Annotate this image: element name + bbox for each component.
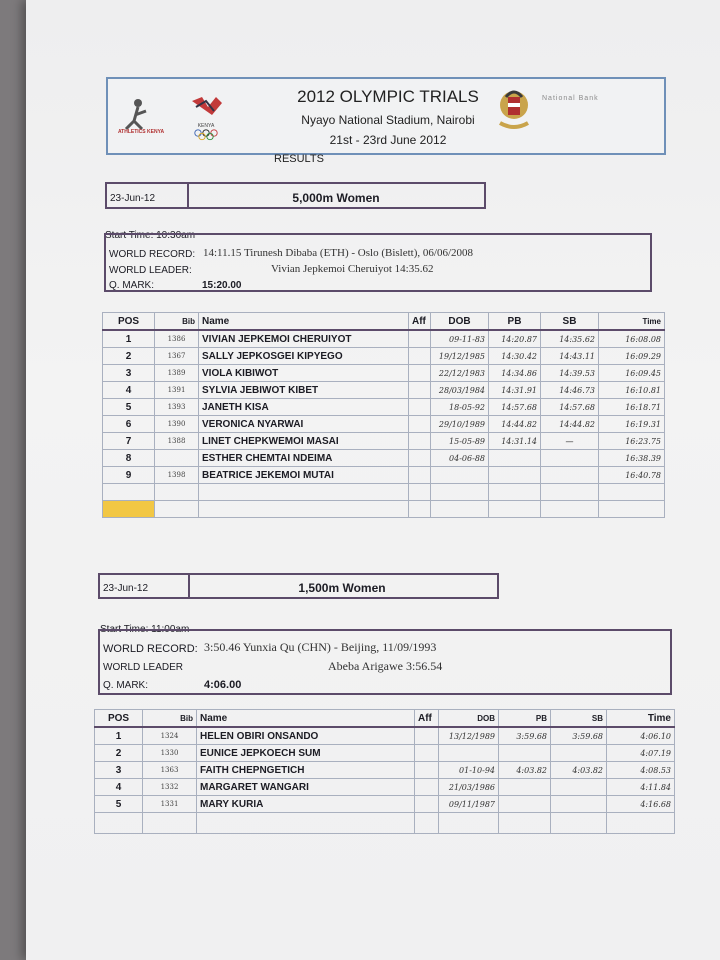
table-row (95, 745, 675, 762)
cell-time: 16:08.08 (599, 330, 665, 348)
table-row (95, 796, 675, 813)
col-aff: Aff (409, 313, 431, 331)
cell-aff (409, 382, 431, 399)
cell-sb: 14:35.62 (541, 330, 599, 348)
results-label: RESULTS (274, 153, 324, 165)
cell-time: 16:18.71 (599, 399, 665, 416)
cell-pb (499, 745, 551, 762)
cell-sb: 4:03.82 (551, 762, 607, 779)
cell-name: EUNICE JEPKOECH SUM (197, 745, 415, 762)
results-sheet (26, 0, 720, 960)
cell-empty (489, 501, 541, 518)
event-2-start-time: Start Time: 11:00am (100, 624, 190, 635)
cell-empty (541, 484, 599, 501)
cell-name: MARGARET WANGARI (197, 779, 415, 796)
cell-aff (415, 727, 439, 745)
cell-name: FAITH CHEPNGETICH (197, 762, 415, 779)
cell-bib: 1363 (143, 762, 197, 779)
event-1-header-row (103, 313, 665, 331)
col-sb: SB (551, 710, 607, 728)
event-1-name: 5,000m Women (292, 191, 380, 205)
cell-sb (551, 796, 607, 813)
col-name: Name (197, 710, 415, 728)
table-row (103, 416, 665, 433)
cell-empty (607, 813, 675, 834)
cell-empty (409, 501, 431, 518)
table-row (103, 450, 665, 467)
event-2-wr-value: 3:50.46 Yunxia Qu (CHN) - Beijing, 11/09/1993 (204, 640, 437, 654)
table-row (103, 348, 665, 365)
cell-dob: 18-05-92 (431, 399, 489, 416)
cell-aff (409, 399, 431, 416)
cell-empty (599, 501, 665, 518)
cell-pb (489, 450, 541, 467)
cell-pos: 5 (103, 399, 155, 416)
cell-time: 4:08.53 (607, 762, 675, 779)
cell-empty (409, 484, 431, 501)
cell-name: MARY KURIA (197, 796, 415, 813)
cell-empty (541, 501, 599, 518)
cell-pb: 14:34.86 (489, 365, 541, 382)
cell-dob: 21/03/1986 (439, 779, 499, 796)
cell-pos: 6 (103, 416, 155, 433)
event-1-qmark-label: Q. MARK: (109, 280, 155, 291)
cell-aff (409, 330, 431, 348)
cell-time: 4:06.10 (607, 727, 675, 745)
event-1-wl-value: Vivian Jepkemoi Cheruiyot 14:35.62 (271, 263, 434, 275)
cell-sb: 14:46.73 (541, 382, 599, 399)
col-dob: DOB (439, 710, 499, 728)
cell-time: 16:09.45 (599, 365, 665, 382)
cell-name: BEATRICE JEKEMOI MUTAI (199, 467, 409, 484)
cell-time: 16:23.75 (599, 433, 665, 450)
national-bank-logo-text: National Bank (542, 95, 599, 102)
cell-aff (409, 348, 431, 365)
col-bib: Bib (143, 710, 197, 728)
athletics-kenya-logo (116, 93, 166, 143)
cell-name: VIOLA KIBIWOT (199, 365, 409, 382)
cell-time: 16:40.78 (599, 467, 665, 484)
cell-time: 4:07.19 (607, 745, 675, 762)
cell-name: VIVIAN JEPKEMOI CHERUIYOT (199, 330, 409, 348)
cell-pos: 4 (95, 779, 143, 796)
cell-dob: 15-05-89 (431, 433, 489, 450)
cell-empty (155, 484, 199, 501)
cell-name: HELEN OBIRI ONSANDO (197, 727, 415, 745)
cell-sb: 14:39.53 (541, 365, 599, 382)
cell-pb: 14:30.42 (489, 348, 541, 365)
event-2-title-bar (98, 573, 499, 599)
cell-time: 4:16.68 (607, 796, 675, 813)
cell-dob (431, 467, 489, 484)
cell-pb: 4:03.82 (499, 762, 551, 779)
event-1-wr-value: 14:11.15 Tirunesh Dibaba (ETH) - Oslo (Bislett), 06/06/2008 (203, 247, 473, 259)
event-2-wr-label: WORLD RECORD: (103, 643, 198, 655)
event-2-wl-value: Abeba Arigawe 3:56.54 (328, 659, 443, 673)
event-1-wl-label: WORLD LEADER: (109, 265, 192, 276)
cell-sb (541, 450, 599, 467)
cell-name: SYLVIA JEBIWOT KIBET (199, 382, 409, 399)
cell-dob: 09/11/1987 (439, 796, 499, 813)
cell-time: 16:19.31 (599, 416, 665, 433)
noc-kenya-logo-text: KENYA (197, 123, 215, 129)
cell-empty (489, 484, 541, 501)
meet-title: 2012 OLYMPIC TRIALS (297, 87, 479, 106)
cell-empty (143, 813, 197, 834)
cell-aff (409, 416, 431, 433)
cell-name: SALLY JEPKOSGEI KIPYEGO (199, 348, 409, 365)
cell-dob: 01-10-94 (439, 762, 499, 779)
meet-venue: Nyayo National Stadium, Nairobi (301, 113, 475, 127)
cell-pos: 3 (103, 365, 155, 382)
cell-empty (439, 813, 499, 834)
cell-bib: 1367 (155, 348, 199, 365)
cell-pb: 14:44.82 (489, 416, 541, 433)
cell-aff (415, 796, 439, 813)
event-2-qmark-label: Q. MARK: (103, 680, 149, 691)
event-2-title-divider (188, 575, 190, 597)
cell-aff (409, 450, 431, 467)
cell-time: 16:09.29 (599, 348, 665, 365)
header-box (106, 77, 666, 155)
event-2-name: 1,500m Women (298, 581, 386, 595)
cell-aff (415, 762, 439, 779)
event-2-date: 23-Jun-12 (103, 583, 149, 594)
table-row (103, 382, 665, 399)
cell-empty (199, 484, 409, 501)
event-1-start-time: Start Time: 10:30am (105, 230, 196, 241)
cell-bib: 1398 (155, 467, 199, 484)
cell-pos: 2 (103, 348, 155, 365)
cell-name: JANETH KISA (199, 399, 409, 416)
cell-pb: 3:59.68 (499, 727, 551, 745)
cell-empty (197, 813, 415, 834)
cell-empty (415, 813, 439, 834)
col-pos: POS (103, 313, 155, 331)
table-row (95, 762, 675, 779)
cell-bib: 1393 (155, 399, 199, 416)
cell-sb: — (541, 433, 599, 450)
table-row-empty (95, 813, 675, 834)
event-2-wl-label: WORLD LEADER (103, 662, 184, 673)
cell-dob: 09-11-83 (431, 330, 489, 348)
cell-time: 16:38.39 (599, 450, 665, 467)
meet-dates: 21st - 23rd June 2012 (329, 133, 447, 147)
cell-pos: 5 (95, 796, 143, 813)
cell-empty (599, 484, 665, 501)
cell-pos: 1 (95, 727, 143, 745)
col-name: Name (199, 313, 409, 331)
cell-empty (199, 501, 409, 518)
cell-bib: 1330 (143, 745, 197, 762)
olympic-rings-icon (192, 129, 220, 141)
cell-sb: 3:59.68 (551, 727, 607, 745)
cell-sb: 14:43.11 (541, 348, 599, 365)
cell-dob: 22/12/1983 (431, 365, 489, 382)
event-2-records-box (98, 629, 672, 695)
cell-name: LINET CHEPKWEMOI MASAI (199, 433, 409, 450)
national-bank-logo (542, 87, 662, 103)
table-row (103, 330, 665, 348)
table-row (103, 399, 665, 416)
cell-aff (415, 745, 439, 762)
cell-pos: 8 (103, 450, 155, 467)
cell-time: 4:11.84 (607, 779, 675, 796)
cell-empty (155, 501, 199, 518)
table-row (103, 433, 665, 450)
event-2-qmark-value: 4:06.00 (204, 679, 242, 691)
cell-sb (551, 779, 607, 796)
cell-aff (409, 467, 431, 484)
event-1-title-bar (105, 182, 486, 209)
table-row (95, 727, 675, 745)
cell-empty (103, 484, 155, 501)
cell-pos: 2 (95, 745, 143, 762)
event-1-qmark-value: 15:20.00 (202, 280, 242, 291)
cell-pb (499, 796, 551, 813)
cell-dob: 28/03/1984 (431, 382, 489, 399)
cell-time: 16:10.81 (599, 382, 665, 399)
cell-pb: 14:31.14 (489, 433, 541, 450)
cell-empty (431, 484, 489, 501)
cell-pb: 14:31.91 (489, 382, 541, 399)
cell-aff (415, 779, 439, 796)
table-row (103, 365, 665, 382)
event-1-results-table (102, 312, 665, 518)
cell-pos: 3 (95, 762, 143, 779)
athletics-kenya-logo-text: ATHLETICS KENYA (117, 129, 165, 135)
col-pb: PB (499, 710, 551, 728)
cell-dob: 29/10/1989 (431, 416, 489, 433)
noc-kenya-logo (186, 93, 226, 143)
table-row (103, 467, 665, 484)
cell-pos: 1 (103, 330, 155, 348)
cell-pos: 7 (103, 433, 155, 450)
col-bib: Bib (155, 313, 199, 331)
event-1-title-divider (187, 184, 189, 207)
cell-bib: 1386 (155, 330, 199, 348)
event-1-date: 23-Jun-12 (110, 193, 156, 204)
event-1-records-box (104, 233, 652, 292)
cell-bib: 1331 (143, 796, 197, 813)
cell-dob (439, 745, 499, 762)
col-sb: SB (541, 313, 599, 331)
kenya-coat-of-arms-logo (492, 87, 536, 137)
cell-sb: 14:57.68 (541, 399, 599, 416)
cell-aff (409, 433, 431, 450)
cell-dob: 13/12/1989 (439, 727, 499, 745)
cell-sb (551, 745, 607, 762)
cell-empty (431, 501, 489, 518)
cell-dob: 04-06-88 (431, 450, 489, 467)
cell-empty (499, 813, 551, 834)
table-row (95, 779, 675, 796)
cell-pb (499, 779, 551, 796)
cell-sb: 14:44.82 (541, 416, 599, 433)
event-1-wr-label: WORLD RECORD: (109, 249, 196, 260)
cell-empty (95, 813, 143, 834)
cell-bib: 1324 (143, 727, 197, 745)
cell-bib: 1390 (155, 416, 199, 433)
col-pb: PB (489, 313, 541, 331)
event-2-results-table (94, 709, 675, 834)
table-row-empty (103, 501, 665, 518)
col-time: Time (607, 710, 675, 728)
cell-bib: 1391 (155, 382, 199, 399)
cell-pb: 14:20.87 (489, 330, 541, 348)
cell-bib: 1388 (155, 433, 199, 450)
cell-bib: 1389 (155, 365, 199, 382)
cell-empty (551, 813, 607, 834)
col-aff: Aff (415, 710, 439, 728)
event-2-header-row (95, 710, 675, 728)
cell-aff (409, 365, 431, 382)
table-row-empty (103, 484, 665, 501)
col-pos: POS (95, 710, 143, 728)
cell-dob: 19/12/1985 (431, 348, 489, 365)
cell-bib (155, 450, 199, 467)
cell-bib: 1332 (143, 779, 197, 796)
cell-pos: 9 (103, 467, 155, 484)
col-dob: DOB (431, 313, 489, 331)
cell-pos: 4 (103, 382, 155, 399)
cell-name: VERONICA NYARWAI (199, 416, 409, 433)
col-time: Time (599, 313, 665, 331)
cell-pb (489, 467, 541, 484)
cell-sb (541, 467, 599, 484)
cell-highlight (103, 501, 155, 518)
cell-name: ESTHER CHEMTAI NDEIMA (199, 450, 409, 467)
cell-pb: 14:57.68 (489, 399, 541, 416)
